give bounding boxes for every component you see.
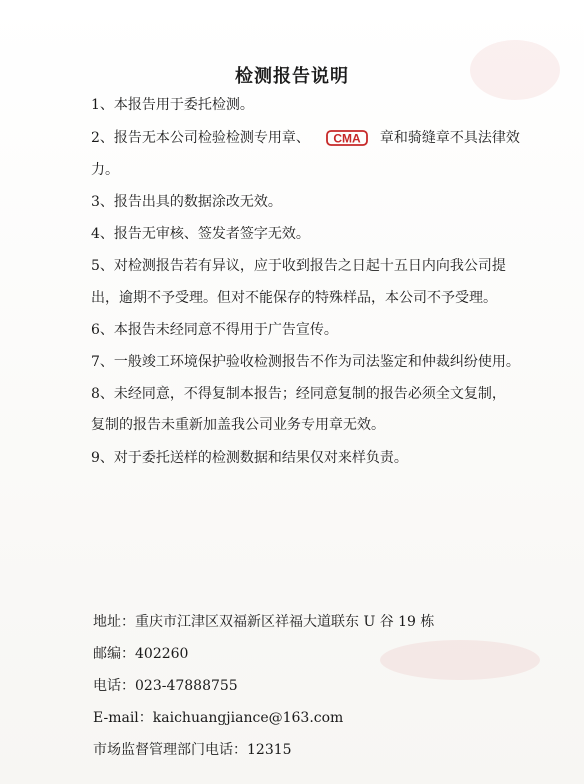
list-item: 1、本报告用于委托检测。 [91,97,254,113]
page-title: 检测报告说明 [235,66,349,87]
list-item-continuation: 出，逾期不予受理。但对不能保存的特殊样品，本公司不予受理。 [91,290,497,306]
cma-stamp-icon [326,130,368,146]
list-item: 5、对检测报告若有异议，应于收到报告之日起十五日内向我公司提 [91,258,506,274]
list-item: 8、未经同意，不得复制本报告；经同意复制的报告必须全文复制， [91,386,506,402]
list-item-text: 章和骑缝章不具法律效 [379,130,520,146]
list-item: 9、对于委托送样的检测数据和结果仅对来样负责。 [91,450,408,466]
footer-email[interactable]: E-mail：kaichuangjiance@163.com [93,710,344,726]
list-item-text: 2、报告无本公司检验检测专用章、 [91,130,310,146]
list-item: 6、本报告未经同意不得用于广告宣传。 [91,322,338,338]
list-item [91,128,541,148]
list-item: 4、报告无审核、签发者签字无效。 [91,226,310,242]
list-item-continuation: 复制的报告未重新加盖我公司业务专用章无效。 [91,417,385,433]
footer-phone: 电话：023-47888755 [93,678,238,694]
paper-stain [380,640,540,680]
footer-postcode: 邮编：402260 [93,646,189,662]
footer-hotline: 市场监督管理部门电话：12315 [93,742,292,758]
footer-address: 地址：重庆市江津区双福新区祥福大道联东 U 谷 19 栋 [93,614,435,630]
svg-text:CMA: CMA [333,131,361,146]
list-item: 3、报告出具的数据涂改无效。 [91,194,282,210]
list-item: 7、一般竣工环境保护验收检测报告不作为司法鉴定和仲裁纠纷使用。 [91,354,520,370]
list-item-continuation: 力。 [91,162,119,178]
